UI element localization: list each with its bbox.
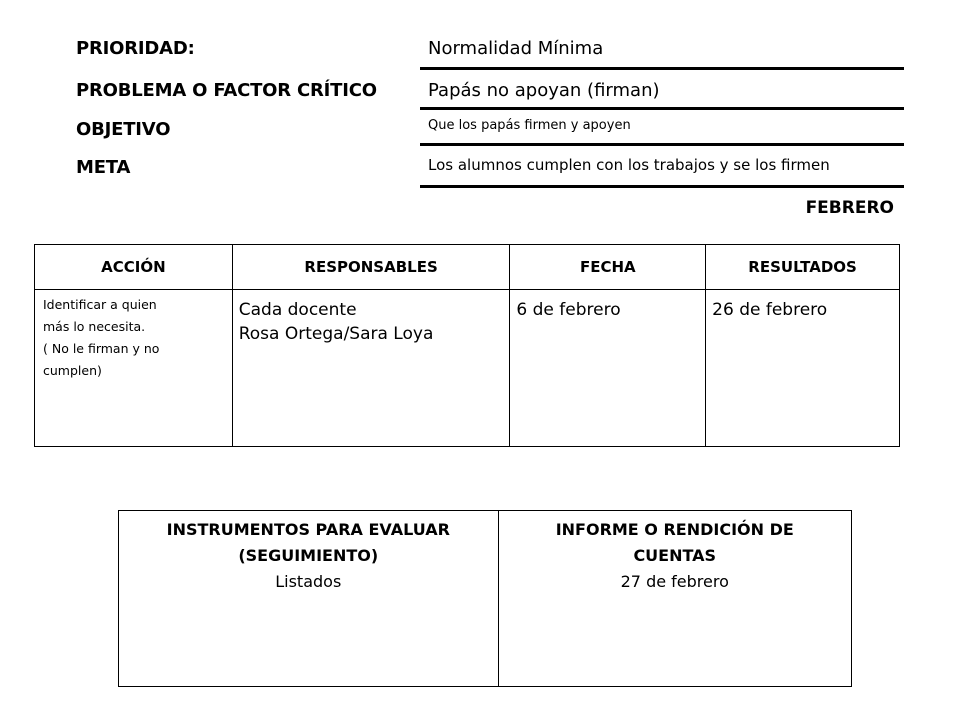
- cell-resultados: 26 de febrero: [706, 290, 900, 447]
- informe-header: CUENTAS: [633, 546, 717, 565]
- header-fecha: FECHA: [510, 245, 706, 290]
- instrumentos-value: Listados: [275, 572, 342, 591]
- field-label-problema: PROBLEMA O FACTOR CRÍTICO: [76, 80, 377, 101]
- responsable-line: Cada docente: [238, 300, 357, 320]
- field-value-meta: Los alumnos cumplen con los trabajos y se los firmen: [420, 156, 904, 188]
- accion-line: cumplen): [43, 363, 102, 378]
- evaluation-table: [118, 510, 852, 687]
- field-value-prioridad: Normalidad Mínima: [420, 38, 904, 70]
- accion-line: Identificar a quien: [43, 297, 157, 312]
- cell-responsables: [232, 290, 510, 447]
- informe-header: INFORME O RENDICIÓN DE: [555, 520, 794, 539]
- accion-line: más lo necesita.: [43, 319, 146, 334]
- table-row: [119, 511, 852, 687]
- header-accion: ACCIÓN: [35, 245, 233, 290]
- header-responsables: RESPONSABLES: [232, 245, 510, 290]
- responsable-line: Rosa Ortega/Sara Loya: [238, 324, 434, 344]
- field-label-objetivo: OBJETIVO: [76, 119, 171, 140]
- informe-value: 27 de febrero: [620, 572, 729, 591]
- field-value-objetivo: Que los papás firmen y apoyen: [420, 118, 904, 146]
- table-row: [35, 290, 900, 447]
- cell-fecha: 6 de febrero: [510, 290, 706, 447]
- cell-informe: [498, 511, 851, 687]
- header-resultados: RESULTADOS: [706, 245, 900, 290]
- field-value-problema: Papás no apoyan (firman): [420, 80, 904, 110]
- instrumentos-header: (SEGUIMIENTO): [238, 546, 379, 565]
- cell-instrumentos: [119, 511, 499, 687]
- instrumentos-header: INSTRUMENTOS PARA EVALUAR: [166, 520, 450, 539]
- field-label-meta: META: [76, 157, 131, 178]
- field-label-prioridad: PRIORIDAD:: [76, 38, 195, 59]
- month-label: FEBRERO: [805, 198, 894, 218]
- table-header-row: [35, 245, 900, 290]
- accion-line: ( No le firman y no: [43, 341, 160, 356]
- cell-accion: [35, 290, 233, 447]
- action-table: [34, 244, 900, 447]
